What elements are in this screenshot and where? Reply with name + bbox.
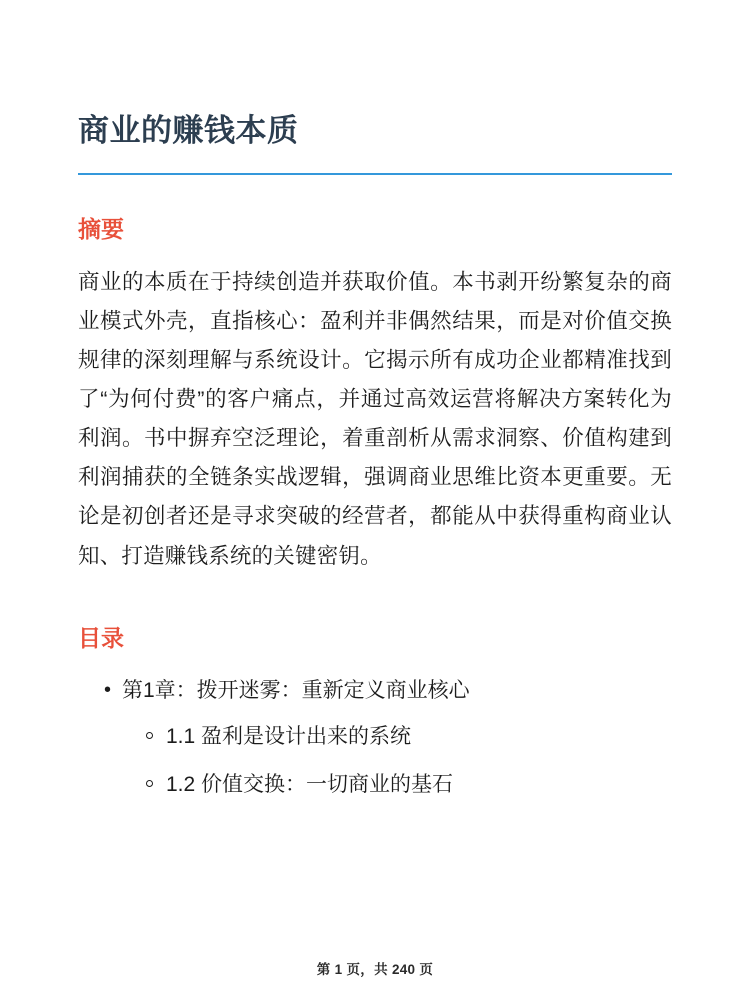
bullet-filled-icon: • <box>104 678 112 701</box>
toc-section-label: 1.2 价值交换：一切商业的基石 <box>166 772 454 796</box>
toc-section-list <box>122 721 672 800</box>
toc-chapter-item[interactable] <box>78 675 672 801</box>
page-footer: 第 1 页，共 240 页 <box>316 962 434 977</box>
toc-section-item[interactable] <box>122 721 672 753</box>
bullet-hollow-icon <box>146 780 153 787</box>
toc-heading: 目录 <box>78 624 124 651</box>
toc-chapter-label: 第1章：拨开迷雾：重新定义商业核心 <box>122 678 470 702</box>
abstract-heading: 摘要 <box>78 215 124 242</box>
bullet-hollow-icon <box>146 732 153 739</box>
page-title: 商业的赚钱本质 <box>78 113 299 148</box>
toc-list <box>78 675 672 801</box>
title-divider <box>78 173 672 175</box>
abstract-text: 商业的本质在于持续创造并获取价值。本书剥开纷繁复杂的商业模式外壳，直指核心：盈利并非偶然结果，而是对价值交换规律的深刻理解与系统设计。它揭示所有成功企业都精准找到了“为何付费”的客户痛点，并通过高效运营将解决方案转化为利润。书中摒弃空泛理论，着重剖析从需求洞察、价值构建到利润捕获的全链条实战逻辑，强调商业思维比资本更重要。无论是初创者还是寻求突破的经营者，都能从中获得重构商业认知、打造赚钱系统的关键密钥。 <box>78 269 672 568</box>
toc-section-label: 1.1 盈利是设计出来的系统 <box>166 725 412 749</box>
toc-section-item[interactable] <box>122 769 672 801</box>
